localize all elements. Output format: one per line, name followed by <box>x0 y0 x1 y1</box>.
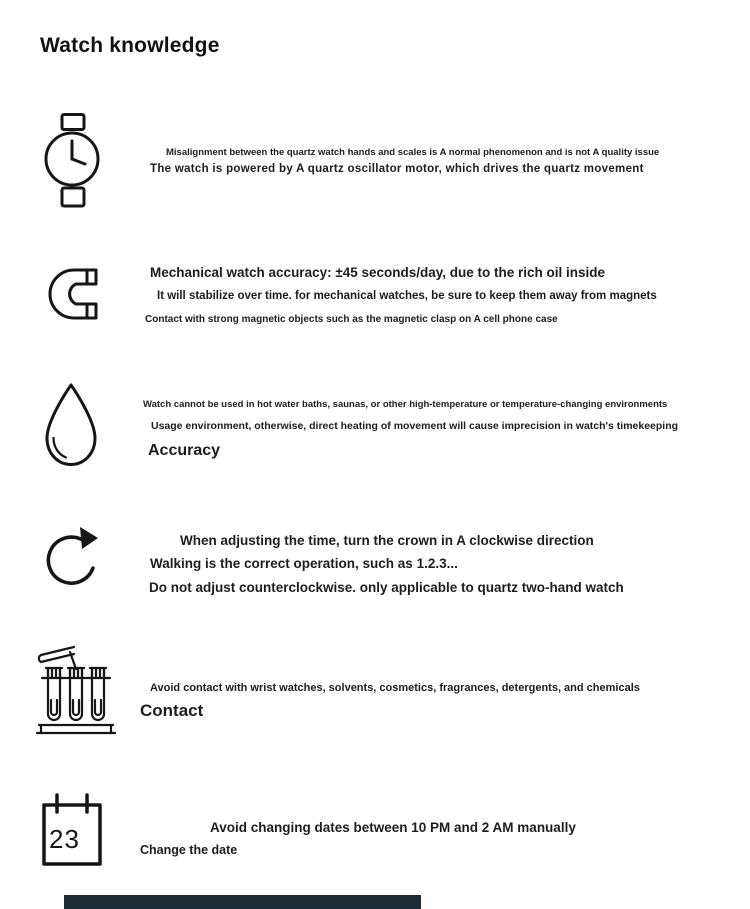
page-title: Watch knowledge <box>40 34 220 57</box>
wristwatch-icon <box>42 112 104 209</box>
contact-heading: Contact <box>140 701 204 720</box>
chemicals-warning-text: Avoid contact with wrist watches, solvents, cosmetics, fragrances, detergents, and chemicals <box>150 682 640 694</box>
water-drop-icon <box>40 381 102 469</box>
calendar-day-number: 23 <box>49 824 80 854</box>
magnet-accuracy-text: Mechanical watch accuracy: ±45 seconds/day, due to the rich oil inside <box>150 265 606 280</box>
quartz-note-text: Misalignment between the quartz watch hands and scales is A normal phenomenon and is not A quality issue <box>166 147 660 158</box>
calendar-icon <box>40 792 104 868</box>
accuracy-heading: Accuracy <box>148 442 221 459</box>
magnet-stabilize-text: It will stabilize over time. for mechanical watches, be sure to keep them away from magnets <box>157 290 657 302</box>
date-change-warning-text: Avoid changing dates between 10 PM and 2 AM manually <box>210 820 576 835</box>
usage-environment-text: Usage environment, otherwise, direct heating of movement will cause imprecision in watch's timekeeping <box>151 420 679 432</box>
crown-clockwise-text: When adjusting the time, turn the crown in A clockwise direction <box>180 533 594 548</box>
hot-water-text: Watch cannot be used in hot water baths, saunas, or other high-temperature or temperature-changing environments <box>143 399 668 410</box>
test-tubes-icon <box>36 640 116 740</box>
bottom-banner-bar <box>64 895 421 909</box>
quartz-movement-text: The watch is powered by A quartz oscillator motor, which drives the quartz movement <box>150 163 644 175</box>
walking-operation-text: Walking is the correct operation, such as 1.2.3... <box>150 556 458 571</box>
rotate-clockwise-icon <box>40 522 106 594</box>
counterclockwise-warning-text: Do not adjust counterclockwise. only applicable to quartz two-hand watch <box>149 580 624 595</box>
magnet-icon <box>40 262 102 324</box>
change-date-label: Change the date <box>140 843 238 857</box>
magnet-contact-text: Contact with strong magnetic objects such as the magnetic clasp on A cell phone case <box>145 314 558 325</box>
